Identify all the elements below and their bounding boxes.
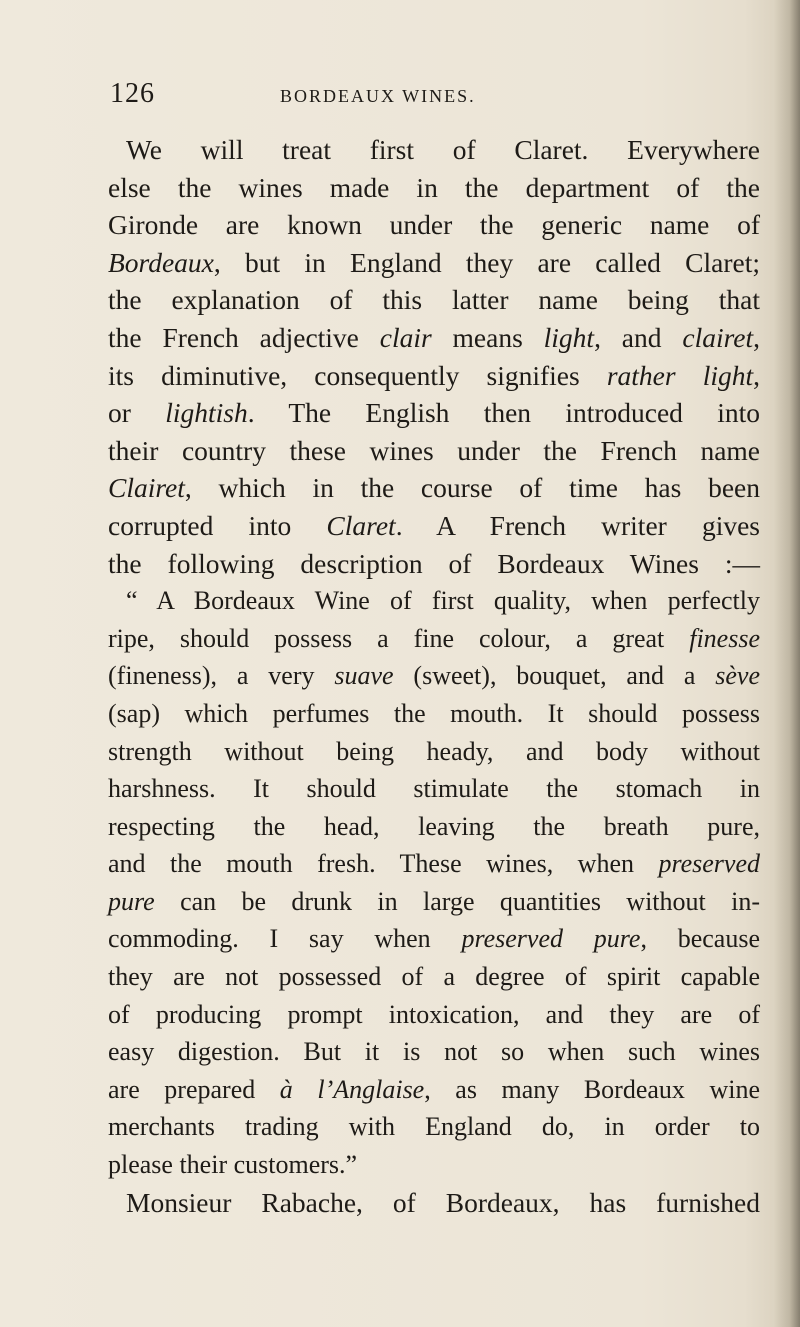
text-line xyxy=(108,1071,760,1109)
italic-text: light xyxy=(543,321,595,353)
line-text: means xyxy=(431,321,544,353)
text-line xyxy=(108,394,760,432)
italic-text: Clairet xyxy=(108,472,185,504)
line-text: respecting the head, leaving the breath pure, xyxy=(108,811,760,841)
italic-text: clair xyxy=(379,321,432,353)
line-text: and the mouth fresh. These wines, when xyxy=(108,849,659,879)
line-text: strength without being heady, and body without xyxy=(108,736,760,766)
line-text: “ A Bordeaux Wine of first quality, when perfectly xyxy=(126,586,760,616)
paragraph-rabache xyxy=(108,1184,760,1222)
line-text: (sweet), bouquet, and a xyxy=(393,661,716,691)
page-header xyxy=(110,78,760,118)
line-text: else the wines made in the department of the xyxy=(108,171,760,203)
text-line xyxy=(108,507,760,545)
text-line xyxy=(108,469,760,507)
page-number: 126 xyxy=(110,78,155,109)
text-line xyxy=(108,695,760,733)
line-text: , xyxy=(753,359,761,391)
line-text: their country these wines under the French name xyxy=(108,434,760,466)
text-line xyxy=(108,808,760,846)
italic-text: rather light xyxy=(606,359,754,391)
paragraph-claret-origin xyxy=(108,131,760,582)
page-edge-shadow xyxy=(774,0,800,1327)
quote-bordeaux-description xyxy=(108,582,760,1184)
text-line xyxy=(108,432,760,470)
line-text: , and xyxy=(594,321,683,353)
line-text: its diminutive, consequently signifies xyxy=(108,359,607,391)
line-text: We will treat first of Claret. Everywhere xyxy=(126,134,760,165)
text-line xyxy=(108,657,760,695)
italic-text: sève xyxy=(715,661,760,691)
line-text: (sap) which perfumes the mouth. It should possess xyxy=(108,698,760,728)
text-line xyxy=(108,1146,760,1184)
line-text: Gironde are known under the generic name of xyxy=(108,209,760,241)
line-text: harshness. It should stimulate the stomach in xyxy=(108,774,760,804)
line-text: , as many Bordeaux wine xyxy=(424,1074,760,1104)
line-text: are prepared xyxy=(108,1074,280,1104)
line-text: can be drunk in large quantities without in- xyxy=(154,886,760,916)
text-line xyxy=(108,169,760,207)
line-text: , because xyxy=(640,924,761,954)
italic-text: preserved xyxy=(658,849,760,879)
italic-text: finesse xyxy=(689,623,760,653)
italic-text: preserved pure xyxy=(461,924,641,954)
line-text: corrupted into xyxy=(108,509,327,541)
text-line xyxy=(108,319,760,357)
text-line xyxy=(108,770,760,808)
text-line xyxy=(108,545,760,583)
text-line xyxy=(108,244,760,282)
line-text: or xyxy=(108,397,166,429)
line-text: , but in England they are called Claret; xyxy=(213,246,760,278)
italic-text: suave xyxy=(334,661,394,691)
body-text xyxy=(108,131,760,1221)
line-text: (fineness), a very xyxy=(108,661,335,691)
line-text: the French adjective xyxy=(108,321,380,353)
text-line xyxy=(108,131,760,169)
text-line xyxy=(108,845,760,883)
italic-text: Bordeaux xyxy=(108,246,214,278)
text-line xyxy=(108,958,760,996)
line-text: , which in the course of time has been xyxy=(184,472,760,504)
line-text: the explanation of this latter name being that xyxy=(108,284,760,316)
text-line xyxy=(108,1184,760,1222)
text-line xyxy=(108,1033,760,1071)
line-text: easy digestion. But it is not so when such wines xyxy=(108,1037,760,1067)
line-text: merchants trading with England do, in order to xyxy=(108,1112,760,1142)
line-text: of producing prompt intoxication, and they are of xyxy=(108,999,760,1029)
line-text: they are not possessed of a degree of spirit capable xyxy=(108,962,760,992)
text-line xyxy=(108,582,760,620)
text-line xyxy=(108,996,760,1034)
italic-text: clairet xyxy=(682,321,754,353)
italic-text: pure xyxy=(108,886,155,916)
text-line xyxy=(108,281,760,319)
text-line xyxy=(108,883,760,921)
text-line xyxy=(108,620,760,658)
italic-text: lightish xyxy=(165,397,248,429)
text-line xyxy=(108,733,760,771)
line-text: the following description of Bordeaux Wines :— xyxy=(108,547,760,579)
line-text: commoding. I say when xyxy=(108,924,462,954)
line-text: please their customers.” xyxy=(108,1150,358,1180)
line-text: . The English then introduced into xyxy=(247,397,760,429)
line-text: . A French writer gives xyxy=(395,509,760,541)
text-line xyxy=(108,920,760,958)
text-line xyxy=(108,1108,760,1146)
line-text: , xyxy=(753,321,760,353)
line-text: ripe, should possess a fine colour, a great xyxy=(108,623,690,653)
line-text: Monsieur Rabache, of Bordeaux, has furnished xyxy=(126,1186,760,1218)
text-line xyxy=(108,357,760,395)
italic-text: à l’Anglaise xyxy=(279,1074,425,1104)
text-line xyxy=(108,206,760,244)
italic-text: Claret xyxy=(326,509,396,541)
running-head: BORDEAUX WINES. xyxy=(280,86,476,106)
